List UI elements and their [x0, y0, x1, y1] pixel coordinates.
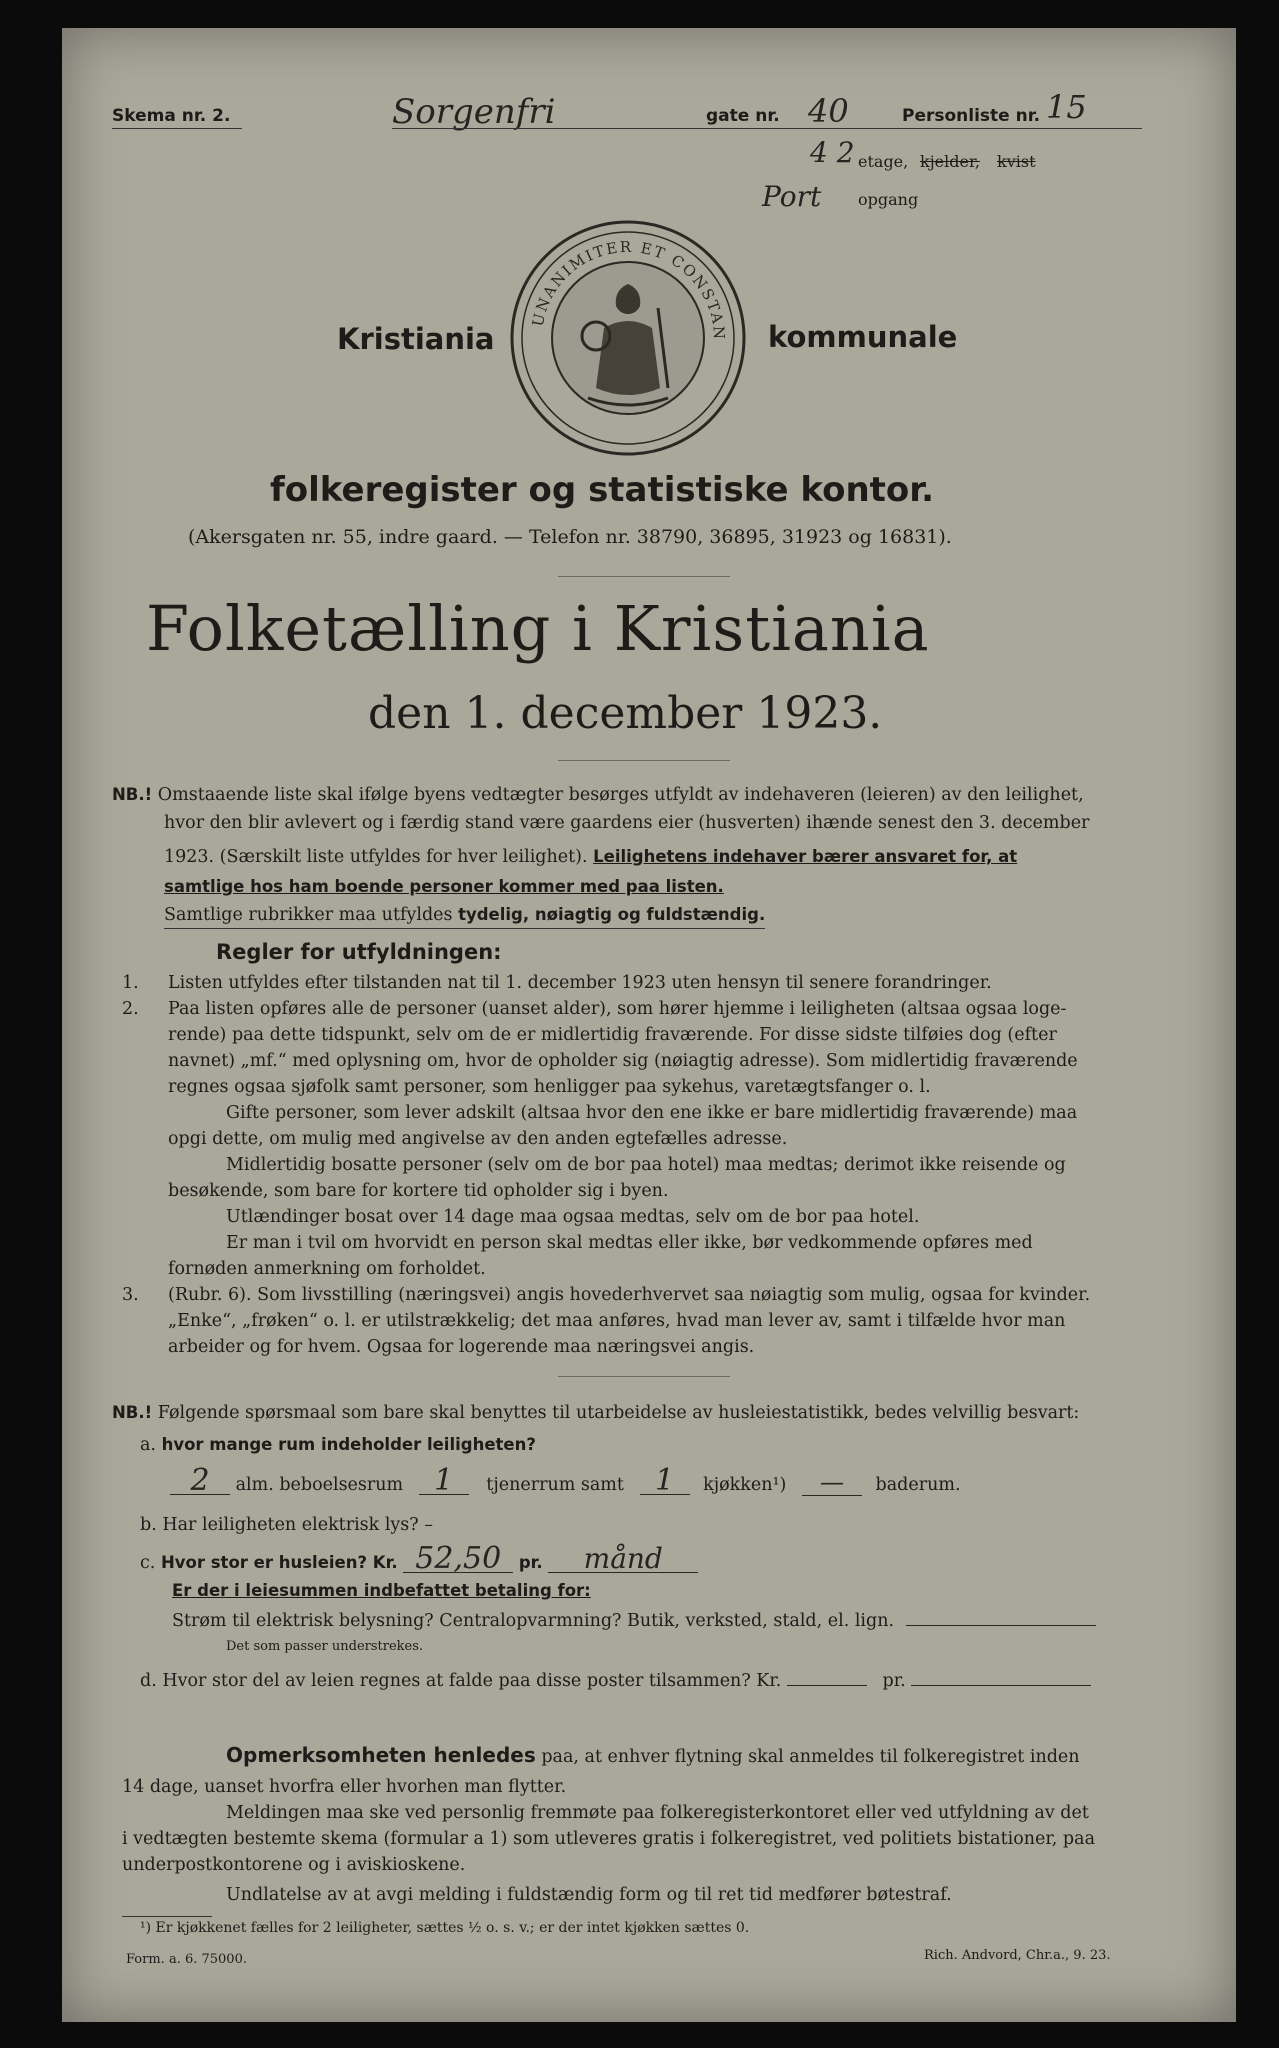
office-left-word: Kristiania: [337, 322, 495, 356]
office-right-word: kommunale: [768, 320, 958, 354]
rule-line: [112, 1308, 1065, 1334]
form-number: Form. a. 6. 75000.: [126, 1952, 247, 1967]
rule-line: [112, 1152, 1066, 1178]
notice-heading: Opmerksomheten henledes: [226, 1743, 536, 1767]
question-b-label: b.: [140, 1515, 157, 1535]
notice-line3: Meldingen maa ske ved personlig fremmøte paa folkeregisterkontoret eller ved utfyldning av det: [226, 1803, 1089, 1823]
kvist-label: kvist: [997, 152, 1036, 171]
footnote-rule: [122, 1916, 212, 1917]
rule-text: opgi dette, om mulig med angivelse av den anden egtefælles adresse.: [168, 1129, 788, 1149]
rule-number: 1.: [122, 973, 139, 993]
rule-line: [112, 996, 1066, 1022]
skema-label: Skema nr. 2.: [112, 106, 231, 126]
rent-included-fill: [906, 1625, 1096, 1626]
rule-text: Utlændinger bosat over 14 dage maa ogsaa medtas, selv om de bor paa hotel.: [226, 1207, 920, 1227]
census-title: Folketælling i Kristiania: [146, 592, 930, 665]
question-d: [140, 1668, 1091, 1694]
rent-period: månd: [548, 1546, 698, 1573]
question-c-label: c.: [140, 1553, 156, 1573]
question-d-period-fill: [911, 1685, 1091, 1686]
separator-3: [558, 1376, 730, 1377]
header-fill-line: [392, 128, 1142, 129]
rule-line: [112, 1126, 787, 1152]
rule-line: [112, 1100, 1077, 1126]
nb1-line5: [164, 902, 765, 929]
nb1-line2: hvor den blir avlevert og i færdig stand være gaardens eier (husverten) ihænde senest den 3. december: [164, 813, 1090, 833]
rule-text: navnet) „mf.“ med oplysning om, hvor de opholder sig (nøiagtig adresse). Som midlertidig fraværende: [168, 1051, 1078, 1071]
rooms-value: 2: [170, 1468, 230, 1495]
question-d-per-label: pr.: [882, 1671, 906, 1691]
question-b-text: Har leiligheten elektrisk lys?: [162, 1515, 419, 1535]
nb1-paragraph: [112, 782, 1084, 808]
nb1-prefix: NB.!: [112, 785, 153, 804]
nb1-line3a: 1923. (Særskilt liste utfyldes for hver leilighet).: [164, 847, 588, 867]
printer-credit: Rich. Andvord, Chr.a., 9. 23.: [924, 1948, 1111, 1963]
nb2-prefix: NB.!: [112, 1403, 153, 1422]
rule-text: Listen utfyldes efter tilstanden nat til 1. december 1923 uten hensyn til senere forandringer.: [168, 973, 992, 993]
notice-line5: underpostkontorene og i aviskioskene.: [122, 1855, 466, 1875]
seal-emblem-icon: [508, 218, 748, 458]
kitchen-value: 1: [640, 1468, 690, 1495]
rule-line: [112, 1230, 1033, 1256]
rule-line: [112, 1282, 1090, 1308]
bath-value: —: [802, 1469, 862, 1496]
question-c-text: Hvor stor er husleien? Kr.: [160, 1553, 398, 1572]
notice-line1-text: paa, at enhver flytning skal anmeldes til folkeregistret inden: [541, 1747, 1080, 1767]
rule-line: [112, 1256, 486, 1282]
servant-rooms-value: 1: [419, 1468, 469, 1495]
question-d-text: Hvor stor del av leien regnes at falde paa disse poster tilsammen? Kr.: [162, 1671, 782, 1691]
nb1-line3b: Leilighetens indehaver bærer ansvaret for, at: [593, 847, 1018, 866]
rule-text: Paa listen opføres alle de personer (uanset alder), som hører hjemme i leiligheten (altsaa ogsaa loge-: [168, 999, 1067, 1019]
nb2-intro-text: Følgende spørsmaal som bare skal benyttes til utarbeidelse av husleiestatistikk, bedes velvillig besvart:: [157, 1403, 1080, 1423]
question-a-text: hvor mange rum indeholder leiligheten?: [161, 1435, 536, 1454]
rent-included-items: [172, 1608, 1096, 1634]
rule-line: [112, 1334, 754, 1360]
rule-text: Er man i tvil om hvorvidt en person skal medtas eller ikke, bør vedkommende opføres med: [226, 1233, 1033, 1253]
kristiania-seal: [508, 218, 748, 458]
gate-number-handwritten: 40: [808, 92, 849, 130]
rule-text: fornøden anmerkning om forholdet.: [168, 1259, 486, 1279]
separator-2: [558, 760, 730, 761]
rooms-label: alm. beboelsesrum: [235, 1475, 404, 1495]
etage-label: etage,: [858, 152, 909, 171]
question-d-label: d.: [140, 1671, 157, 1691]
notice-line6: Undlatelse av at avgi melding i fuldstændig form og til ret tid medfører bøtestraf.: [226, 1885, 952, 1905]
rule-text: (Rubr. 6). Som livsstilling (næringsvei) angis hovederhvervet saa nøiagtig som mulig, ogsaa for kvinder.: [168, 1285, 1091, 1305]
kitchen-label: kjøkken¹): [703, 1475, 787, 1495]
rule-line: [112, 1048, 1078, 1074]
seal-text: UNANIMITER ET CONSTAN: [528, 237, 729, 342]
separator-1: [558, 576, 730, 577]
rule-text: arbeider og for hvem. Ogsaa for logerende maa næringsvei angis.: [168, 1337, 755, 1357]
rent-included-note: Det som passer understrekes.: [226, 1639, 424, 1654]
gate-label: gate nr.: [706, 106, 780, 126]
personliste-number-handwritten: 15: [1046, 88, 1087, 126]
notice-line1: [226, 1742, 1080, 1770]
rules-heading: Regler for utfyldningen:: [216, 940, 502, 964]
question-a: [140, 1432, 536, 1458]
office-address: (Akersgaten nr. 55, indre gaard. — Telefon nr. 38790, 36895, 31923 og 16831).: [188, 526, 952, 548]
rule-number: 3.: [122, 1285, 139, 1305]
rent-included-heading: Er der i leiesummen indbefattet betaling for:: [172, 1581, 591, 1600]
notice-line2: 14 dage, uanset hvorfra eller hvorhen man flytter.: [122, 1777, 567, 1797]
rent-amount: 52,50: [403, 1546, 513, 1573]
office-name: folkeregister og statistiske kontor.: [270, 470, 935, 510]
nb1-line5a: Samtlige rubrikker maa utfyldes: [164, 905, 453, 925]
rule-line: [112, 1178, 669, 1204]
question-a-label: a.: [140, 1435, 156, 1455]
rent-per-label: pr.: [518, 1553, 543, 1572]
question-d-amount-fill: [787, 1685, 867, 1686]
rule-line: [112, 1204, 919, 1230]
rule-text: besøkende, som bare for kortere tid opholder sig i byen.: [168, 1181, 669, 1201]
kjelder-label: kjelder,: [920, 152, 980, 171]
notice-line4: i vedtægten bestemte skema (formular a 1) som utleveres gratis i folkeregistret, ved politiets bistationer, paa: [122, 1829, 1096, 1849]
census-date: den 1. december 1923.: [368, 688, 883, 739]
street-name-handwritten: Sorgenfri: [392, 92, 556, 132]
skema-underline: [112, 128, 242, 129]
rule-number: 2.: [122, 999, 139, 1019]
nb1-line4: samtlige hos ham boende personer kommer med paa listen.: [164, 877, 724, 896]
nb1-line1: Omstaaende liste skal ifølge byens vedtægter besørges utfyldt av indehaveren (leieren) av den leilighet,: [157, 785, 1084, 805]
rent-included-items-text: Strøm til elektrisk belysning? Centralopvarmning? Butik, verksted, stald, el. lign.: [172, 1611, 895, 1631]
rule-line: [112, 1074, 931, 1100]
rule-line: [112, 970, 992, 996]
nb2-intro: [112, 1400, 1079, 1426]
question-a-answers: [170, 1463, 961, 1498]
bath-label: baderum.: [875, 1475, 961, 1495]
etage-handwritten: 4 2: [810, 136, 855, 169]
question-b: [140, 1512, 433, 1538]
question-b-value: –: [424, 1515, 433, 1535]
nb1-line3: [164, 844, 1017, 870]
rule-text: Gifte personer, som lever adskilt (altsaa hvor den ene ikke er bare midlertidig fraværende) maa: [226, 1103, 1078, 1123]
opgang-handwritten: Port: [762, 180, 822, 213]
rule-text: Midlertidig bosatte personer (selv om de bor paa hotel) maa medtas; derimot ikke reisende og: [226, 1155, 1066, 1175]
personliste-label: Personliste nr.: [902, 106, 1041, 126]
opgang-label: opgang: [858, 190, 919, 209]
question-c: [140, 1541, 698, 1576]
footnote: ¹) Er kjøkkenet fælles for 2 leiligheter, sættes ½ o. s. v.; er der intet kjøkken sættes 0.: [140, 1920, 750, 1936]
rule-text: rende) paa dette tidspunkt, selv om de er midlertidig fraværende. For disse sidste tilføies dog (efter: [168, 1025, 1057, 1045]
rule-line: [112, 1022, 1057, 1048]
nb1-line5b: tydelig, nøiagtig og fuldstændig.: [458, 905, 766, 924]
servant-rooms-label: tjenerrum samt: [486, 1475, 624, 1495]
rule-text: „Enke“, „frøken“ o. l. er utilstrækkelig; det maa anføres, hvad man lever av, samt i tilfælde hvor man: [168, 1311, 1066, 1331]
rule-text: regnes ogsaa sjøfolk samt personer, som henligger paa sykehus, varetægtsfanger o. l.: [168, 1077, 931, 1097]
